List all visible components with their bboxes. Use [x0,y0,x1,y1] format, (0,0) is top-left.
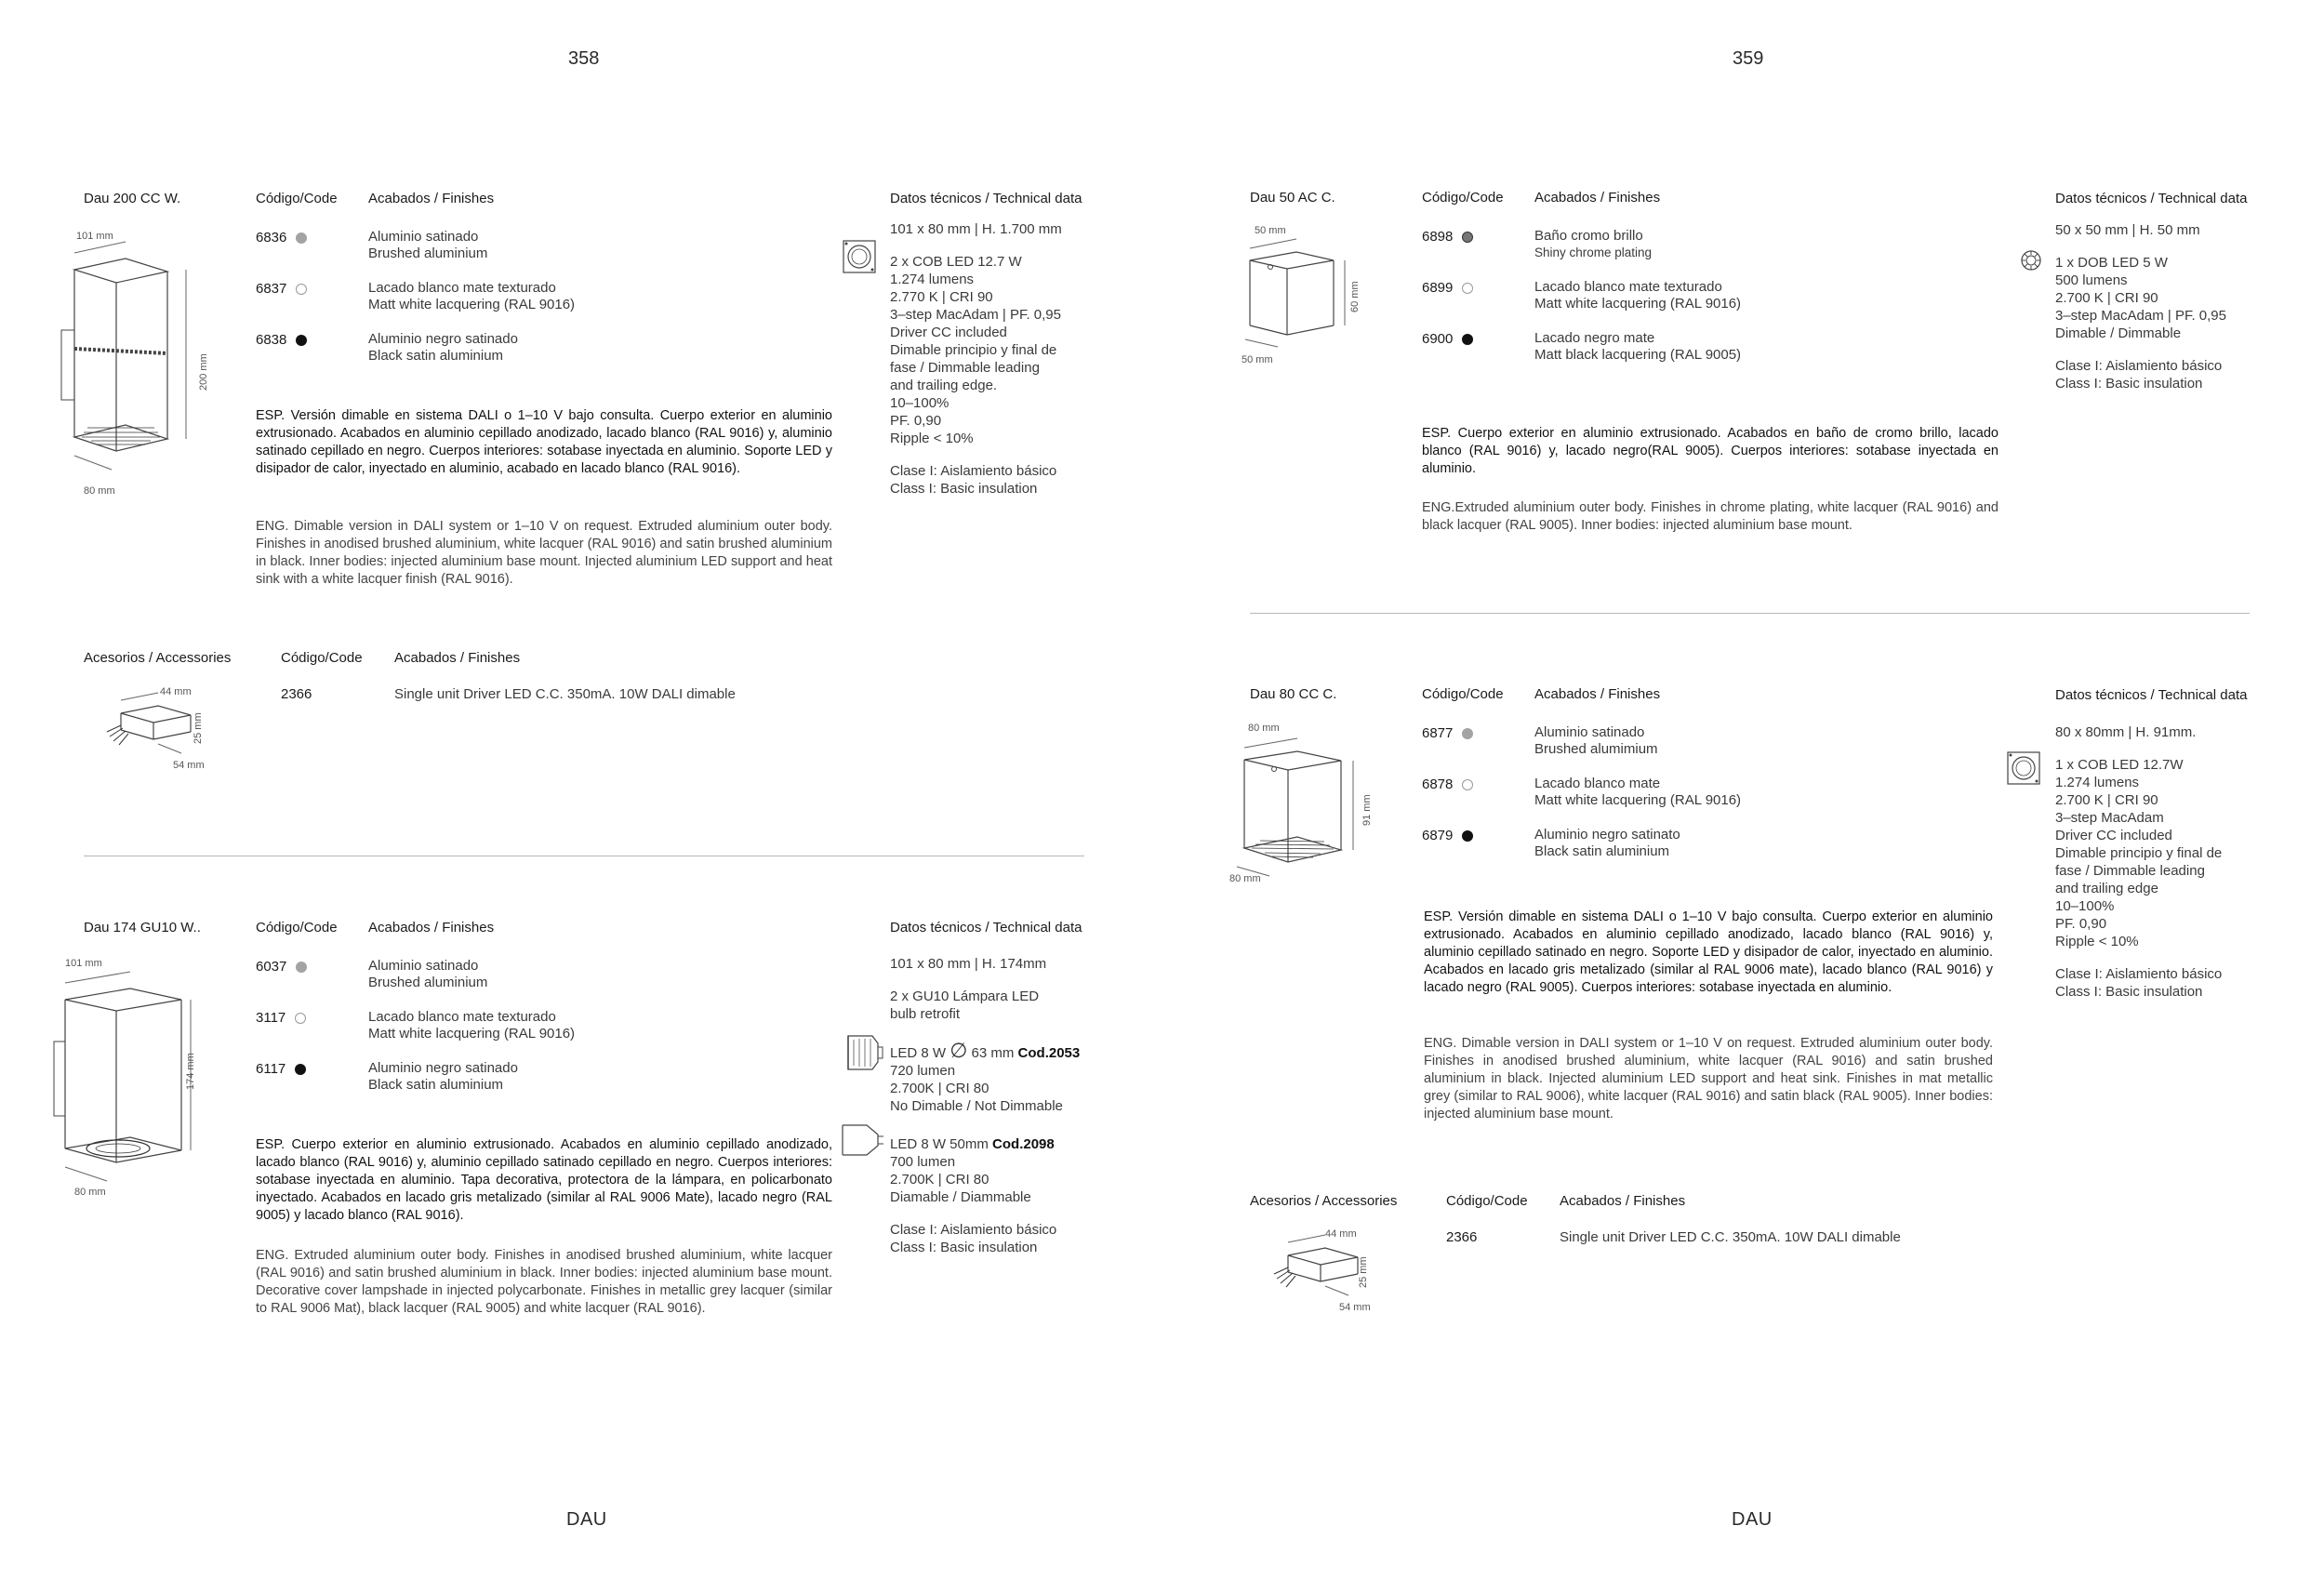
dim-bottom: 50 mm [1242,354,1273,365]
finish-item: Aluminio negro satinato Black satin aluminium [1534,827,1680,859]
color-swatch [296,962,307,973]
dim-top: 44 mm [160,686,192,697]
cob-led-icon [843,240,876,273]
finish-item: Lacado blanco mate texturado Matt white lacquering (RAL 9016) [1534,279,1742,312]
color-swatch [1462,728,1473,739]
finish-item: Aluminio satinado Brushed alumimium [1534,724,1658,757]
finish-item: Lacado blanco mate texturado Matt white lacquering (RAL 9016) [368,280,576,312]
dim-side: 200 mm [198,353,209,391]
dim-bottom: 80 mm [74,1187,106,1198]
dim-bottom: 54 mm [173,760,205,771]
finish-header: Acabados / Finishes [394,650,521,666]
dim-bottom: 80 mm [1229,873,1261,884]
code-6836: 6836 [256,230,307,245]
accessory-description: Single unit Driver LED C.C. 350mA. 10W DALI dimable [394,686,736,702]
code-6899: 6899 [1422,280,1473,296]
dim-side: 91 mm [1361,794,1373,826]
mr16-bulb-icon [841,1123,883,1157]
finish-item: Aluminio satinado Brushed aluminium [368,229,488,261]
color-swatch [295,1064,306,1075]
finish-item: Lacado blanco mate texturado Matt white lacquering (RAL 9016) [368,1009,576,1042]
tech-header: Datos técnicos / Technical data [890,191,1082,206]
description-eng: ENG. Extruded aluminium outer body. Finishes in anodised brushed aluminium, white lacquer (RAL 9016) and satin brushed aluminium in black. Inner bodies: injected aluminium base mount. Decorative cover lampshade in injected polycarbonate. Finishes in metallic grey lacquer (similar to RAL 9006 Mat), black lacquer (RAL 9005) and white lacquer (RAL 9016). [256,1248,832,1316]
color-swatch [296,232,307,244]
divider [1250,613,2250,614]
color-swatch [1462,283,1473,294]
code-6900: 6900 [1422,331,1473,347]
code-3117: 3117 [256,1010,306,1026]
code-6877: 6877 [1422,725,1473,741]
description-esp: ESP. Versión dimable en sistema DALI o 1–10 V bajo consulta. Cuerpo exterior en aluminio extrusionado. Acabados en aluminio cepillado anodizado, lacado blanco (RAL 9016) y, aluminio satinado cepillado en negro. Cuerpos interiores: sotabase inyectada en aluminio. Soporte LED y disipador de calor, inyectado en aluminio, acabado en lacado blanco (RAL 9016). [256,408,832,476]
finish-item: Aluminio negro satinado Black satin aluminium [368,331,518,364]
accessory-description: Single unit Driver LED C.C. 350mA. 10W DALI dimable [1560,1229,1901,1245]
code-header: Código/Code [1422,686,1504,702]
finish-header: Acabados / Finishes [1534,686,1661,702]
tech-data: 80 x 80mm | H. 91mm. 1 x COB LED 12.7W 1.274 lumens 2.700 K | CRI 90 3–step MacAdam Driver CC included Dimable principio y final de fase / Dimmable leading and trailing edge 10–100% PF. 0,90 Ripple < 10% Clase I: Aislamiento básico Class I: Basic insulation [2055,724,2223,1000]
code-6117: 6117 [256,1061,306,1077]
tech-header: Datos técnicos / Technical data [2055,191,2248,206]
code-header: Código/Code [256,920,338,935]
code-header: Código/Code [256,191,338,206]
code-6878: 6878 [1422,776,1473,792]
product-name: Dau 80 CC C. [1250,686,1337,702]
dim-side: 25 mm [193,712,204,744]
tech-header: Datos técnicos / Technical data [890,920,1082,935]
description-eng: ENG. Dimable version in DALI system or 1–10 V on request. Extruded aluminium outer body. Finishes in anodised brushed aluminium, white lacquer (RAL 9016) and satin brushed aluminium in black. Inner bodies: injected aluminium base mount. Injected aluminium LED support and heat sink with a white lacquer finish (RAL 9016). [256,519,832,587]
product-name: Dau 200 CC W. [84,191,181,206]
footer-left: DAU [566,1509,607,1530]
driver-drawing [1269,1235,1372,1309]
dim-top: 101 mm [65,958,102,969]
product-drawing-dau-200 [56,242,186,465]
page-number-right: 359 [1733,48,1764,69]
code-6898: 6898 [1422,229,1473,245]
tech-data: 101 x 80 mm | H. 1.700 mm 2 x COB LED 12.7 W 1.274 lumens 2.770 K | CRI 90 3–step MacAdam | PF. 0,95 Driver CC included Dimable principio y final de fase / Dimmable leading and trailing edge. 10–100% PF. 0,90 Ripple < 10% Clase I: Aislamiento básico Class I: Basic insulation [890,221,1062,497]
color-swatch [295,1013,306,1024]
color-swatch [1462,334,1473,345]
color-swatch [1462,232,1473,243]
color-swatch [296,284,307,295]
finish-header: Acabados / Finishes [368,920,495,935]
finish-item: Baño cromo brillo Shiny chrome plating [1534,228,1653,259]
accessories-header: Acesorios / Accessories [1250,1193,1398,1209]
finish-header: Acabados / Finishes [1534,190,1661,206]
dob-led-icon [2020,249,2042,272]
finish-item: Aluminio negro satinado Black satin aluminium [368,1060,518,1093]
diameter-icon: ∅ [950,1039,968,1062]
dim-side: 25 mm [1358,1256,1369,1288]
driver-drawing [102,693,205,767]
code-6037: 6037 [256,959,307,975]
finish-item: Aluminio satinado Brushed aluminium [368,958,488,990]
dim-side: 174 mm [185,1053,196,1090]
code-6838: 6838 [256,332,307,348]
product-drawing-dau-50 [1241,237,1361,358]
page-number-left: 358 [568,48,600,69]
footer-right: DAU [1732,1509,1773,1530]
finish-item: Lacado blanco mate Matt white lacquering (RAL 9016) [1534,776,1742,808]
tech-led-8w-50: LED 8 W 50mm Cod.2098 700 lumen 2.700K | CRI 80 Diamable / Diammable Clase I: Aislamiento básico Class I: Basic insulation [890,1136,1057,1255]
product-name: Dau 50 AC C. [1250,190,1335,206]
code-6879: 6879 [1422,828,1473,843]
description-esp: ESP. Cuerpo exterior en aluminio extrusionado. Acabados en aluminio cepillado anodizado, lacado blanco (RAL 9016) y, aluminio cepillado satinado cepillado en negro. Cuerpos interiores: sotabase inyectada en aluminio. Tapa decorativa, protectora de la lámpara, en policarbonato inyectado. Acabados en lacado gris metalizado (similar al RAL 9006 Mate), lacado negro (RAL 9005) y lacado blanco (RAL 9016). [256,1137,832,1223]
dim-top: 101 mm [76,231,113,242]
dim-bottom: 80 mm [84,485,115,497]
accessory-code: 2366 [1446,1229,1478,1245]
dim-top: 80 mm [1248,723,1280,734]
accessory-code: 2366 [281,686,312,702]
color-swatch [296,335,307,346]
code-header: Código/Code [1446,1193,1528,1209]
finish-header: Acabados / Finishes [368,191,495,206]
gu10-bulb-icon [844,1030,883,1075]
finish-item: Lacado negro mate Matt black lacquering (RAL 9005) [1534,330,1742,363]
code-header: Código/Code [1422,190,1504,206]
cob-led-icon [2007,751,2040,785]
color-swatch [1462,779,1473,790]
tech-header: Datos técnicos / Technical data [2055,687,2248,703]
description-esp: ESP. Versión dimable en sistema DALI o 1–10 V bajo consulta. Cuerpo exterior en aluminio extrusionado. Acabados en aluminio cepillado anodizado, lacado blanco (RAL 9016) y, aluminio cepillado satinado en negro. Soporte LED y disipador de calor, inyectado en aluminio. Acabados en lacado gris metalizado (similar al RAL 9006 mate), lacado blanco (RAL 9016) y lacado negro (RAL 9005). Cuerpos interiores: sotabase inyectada en aluminio. [1424,909,1993,995]
code-6837: 6837 [256,281,307,297]
dim-bottom: 54 mm [1339,1302,1371,1313]
product-drawing-dau-80 [1228,736,1376,885]
accessories-header: Acesorios / Accessories [84,650,232,666]
finish-header: Acabados / Finishes [1560,1193,1686,1209]
tech-led-8w-63: LED 8 W ∅ 63 mm Cod.2053 720 lumen 2.700K | CRI 80 No Dimable / Not Dimmable [890,1039,1081,1114]
tech-data: 101 x 80 mm | H. 174mm 2 x GU10 Lámpara LED bulb retrofit [890,956,1047,1022]
description-esp: ESP. Cuerpo exterior en aluminio extrusionado. Acabados en baño de cromo brillo, lacado blanco (RAL 9016) y, lacado negro(RAL 9005). Cuerpos interiores: sotabase inyectada en aluminio. [1422,426,1999,476]
color-swatch [1462,830,1473,842]
description-eng: ENG.Extruded aluminium outer body. Finishes in chrome plating, white lacquer (RAL 9016) and black lacquer (RAL 9005). Inner bodies: injected aluminium base mount. [1422,500,1999,533]
code-header: Código/Code [281,650,363,666]
dim-top: 50 mm [1255,225,1286,236]
description-eng: ENG. Dimable version in DALI system or 1–10 V on request. Extruded aluminium outer body. Finishes in anodised brushed aluminium, white lacquer (RAL 9016) and satin brushed aluminium in black. Injected aluminium LED support and heat sink. Finishes in mat metallic grey (similar to RAL 9006), white lacquer (RAL 9016) and satin black (RAL 9005). Inner bodies: injected aluminium base mount. [1424,1036,1993,1121]
product-name: Dau 174 GU10 W.. [84,920,201,935]
dim-top: 44 mm [1325,1228,1357,1240]
tech-data: 50 x 50 mm | H. 50 mm 1 x DOB LED 5 W 500 lumens 2.700 K | CRI 90 3–step MacAdam | PF. 0,95 Dimable / Dimmable Clase I: Aislamiento básico Class I: Basic insulation [2055,222,2226,391]
product-drawing-dau-174 [51,972,200,1186]
dim-side: 60 mm [1349,281,1361,312]
